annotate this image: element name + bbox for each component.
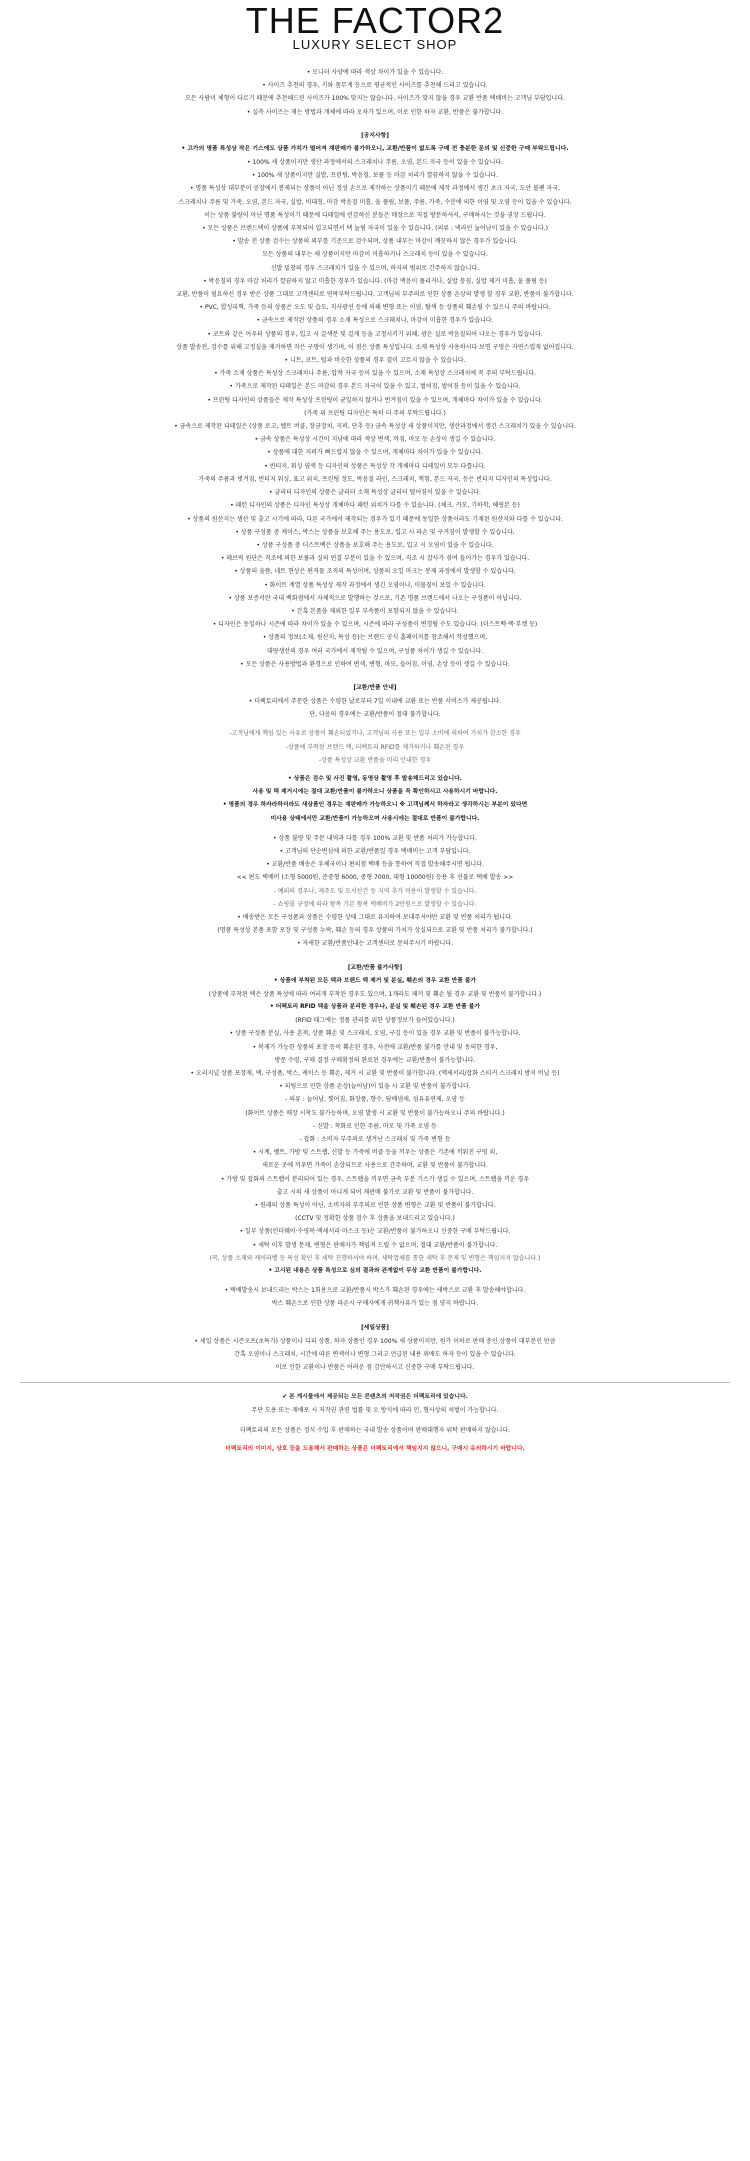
brand-logo: THE FACTOR2: [245, 0, 505, 41]
notice-line: 가죽의 주름과 벗겨짐, 빈티지 워싱, 표고 위치, 프린팅 정도, 박음질 라인, 스크래치, 찍힘, 본드 자국, 등은 빈티지 디자인의 특성입니다.: [198, 475, 552, 483]
shipping-line: • 고객님의 단순변심에 의한 교환/반품일 경우 택배비는 고객 부담입니다.: [279, 847, 471, 855]
notice-line: • 니트, 코트, 털과 비슷한 상품의 경우 결이 고르지 않을 수 있습니다.: [284, 357, 466, 365]
important-line: • 상품은 검수 및 사진 촬영, 동영상 촬영 후 발송해드리고 있습니다.: [288, 775, 462, 782]
shipping-line: << 편도 택배비 (소형 5000원, 준중형 6000, 중형 7000, 대형 10000원) 등용 후 선불로 택배 발송 >>: [236, 874, 514, 882]
notice-line: • 상품의 원산지는 생산 및 출고 시기에 따라, 다른 국가에서 제작되는 경우가 있기 때문에 동일한 상품이라도 기재된 원산지와 다를 수 있습니다.: [187, 515, 563, 523]
sale-line: • 세일 상품은 시즌오프(초특가) 상품이나 디피 상품, 하자 상품인 경우 100% 새 상품이지만, 원가 이하로 판매 중인 상품이 대부분인 만큼: [194, 1337, 556, 1345]
divider: [20, 1382, 730, 1383]
exchange-lines: [0, 695, 750, 721]
notice-line: • 상품 보증서란 국내 백화점에서 자체적으로 발행하는 것으로, 기존 명품 브랜드에서 나오는 구성품이 아닙니다.: [228, 594, 522, 602]
notice-line: • 금속 상품은 특성상 시간이 지남에 따라 색상 변색, 까짐, 마모 등 손상이 생길 수 있습니다.: [254, 436, 496, 444]
notice-lines: [0, 156, 750, 671]
exception-line: -고객님에게 책임 있는 사유로 상품이 훼손되었거나, 고객님의 사용 또는 일부 소비에 의하여 가치가 감소한 경우: [229, 730, 521, 738]
notice-line: • 박음질의 경우 마감 처리가 깔끔하지 않고 미흡한 경우가 있습니다. (마감 맥음이 풀리거나, 실밥 뭉침, 실밥 제거 미흡, 올 풀림 등): [203, 277, 547, 285]
intro-line: • 실측 사이즈는 재는 방법과 개체에 따라 오차가 있으며, 이로 인한 하자 교환, 반품은 불가합니다.: [246, 108, 504, 116]
sale-section: [0, 1321, 750, 1375]
intro-line: • 사이즈 추천의 경우, 키와 몸무게 등으로 평균적인 사이즈를 추천해 드리고 있습니다.: [262, 82, 488, 90]
notice-line: • 가죽 소재 상품은 특성상 스크래치나 주름, 압착 자국 등이 있을 수 있으며, 소재 특성상 스크래치에 꼭 주의 부탁드립니다.: [214, 370, 536, 378]
notice-line: • 모든 상품은 브랜드택이 상품에 부착되어 입고되면서 택 눌림 자국이 있을 수 있습니다. (의류 : 넥라인 눌어남이 있을 수 있습니다.): [202, 225, 548, 233]
box-notice-line: 박스 훼손으로 인한 상품 파손시 구매자에게 귀책사유가 있는 점 양지 바랍니다.: [271, 1300, 479, 1308]
shipping-note: - 예외의 경우나, 제주도 및 도서산간 등 지역 추가 비용이 발생할 수 있습니다.: [273, 887, 477, 895]
condition-line: • 자세한 교환/반품안내는 고객센터로 문의주시기 바랍니다.: [296, 940, 454, 948]
exchange-shipping: [0, 832, 750, 885]
notice-line: • 상품 구성품 중 케이스, 박스는 상품을 보호해 주는 용도로, 입고 시 파손 및 구겨짐이 발생할 수 있습니다.: [235, 528, 515, 536]
exchange-title: [교환/반품 안내]: [353, 684, 397, 691]
restriction-line: 새로운 곳에 끼우면 가죽이 손상되므로 사용으로 간주하며, 교환 및 반품이 불가합니다.: [262, 1162, 488, 1170]
important-line: • 명품의 경우 하자라하더라도 새상품인 경우는 재판매가 가능하오니 ※ 고객님께서 하자라고 생각하시는 부분이 있다면: [222, 802, 528, 809]
notice-line: • 패턴 디자인의 상품은 디자인 특성상 개체마다 패턴 위치가 다를 수 있습니다. (체크, 카모, 기하학, 헤링본 등): [230, 502, 520, 510]
notice-line: 대량생산의 경우 여러 국가에서 제작될 수 있으며, 구성품 차이가 생길 수 있습니다.: [266, 647, 484, 655]
restriction-line: • 시계, 벨트, 가방 및 스트랩, 신발 등 가죽에 버클 등을 끼우는 상품은 기존에 끼워진 구멍 외,: [252, 1149, 498, 1157]
notice-line: • 금속으로 제작된 상품의 경우 소재 특성으로 스크래치나, 마감이 미흡한 경우가 있습니다.: [256, 317, 494, 325]
copyright-section: [0, 1391, 750, 1456]
condition-line: (명품 특성상 본품 포함 포장 및 구성품 누락, 훼손 등의 경우 상품의 가치가 상실되므로 교환 및 반품 처리가 불가합니다.): [217, 927, 533, 935]
notice-line: (가죽 위 프린팅 디자인은 특히 더 주의 부탁드립니다.): [304, 409, 446, 417]
notice-line: 상품 발송전, 검수를 위해 고정실을 제거하면 작은 구멍이 생기며, 이 점은 상품 특성입니다. 소재 특성상 사용하시다 보면 구멍은 자연스럽게 없어집니다.: [176, 343, 574, 351]
notice-line: • 상품의 올뜸, 네트 현상은 편직물 조직의 특성이며, 상품의 오일 마크는 봉제 과정에서 발생할 수 있습니다.: [234, 568, 516, 576]
intro-section: [0, 66, 750, 119]
notice-line: 스크래치나 주름 및 가죽, 오염, 본드 자국, 실밥, 비대칭, 마감 박음질 미흡, 올 풀림, 보풀, 주름, 가죽, 수분에 의한 이염 및 오염 등이 있을 수 있습니다.: [178, 198, 572, 206]
notice-line: • 상품의 정보(소재, 원산지, 특성 등)는 브랜드 공식 홈페이지를 참조해서 작성했으며,: [262, 634, 488, 642]
condition-line: • 배송받은 모든 구성품과 상품은 수령한 상태 그대로 유지하여 보내주셔야만 교환 및 반품 처리가 됩니다.: [237, 913, 513, 921]
impersonation-warning: 더팩토리의 이미지, 상호 등을 도용해서 판매하는 상품은 더팩토리에서 책임지지 않으니, 구매시 유의하시기 바랍니다.: [225, 1445, 525, 1452]
restriction-line: • 상품 구성품 분실, 사용 흔적, 상품 훼손 및 스크래치, 오염, 구김 등이 있을 경우 교환 및 반품이 불가능합니다.: [229, 1030, 521, 1038]
notice-line: • 상품 구성품 중 더스트백은 상품을 보호해 주는 용도로, 입고 시 오염이 있을 수 있습니다.: [256, 541, 494, 549]
notice-line: • 화이트 계열 상품 특성상 제작 과정에서 생긴 오염이나, 이물질이 보일 수 있습니다.: [264, 581, 486, 589]
restriction-line: - 잡화 : 소비자 부주의로 생겨난 스크래치 및 가죽 변형 등: [299, 1136, 451, 1144]
notice-line: • 상품에 대한 지퍼가 뻐드럽지 않을 수 있으며, 개체마다 차이가 있을 수 있습니다.: [267, 449, 483, 457]
notice-line: • 디자인은 동일하나 시즌에 따라 차이가 있을 수 있으며, 시즌에 따라 구성품이 변경될 수도 있습니다. (더스트백·택·부켓 등): [212, 621, 538, 629]
restriction-line: (상품에 부착된 택은 상품 특성에 따라 여러개 부착된 경우도 있으며, 1개라도 제거 및 훼손 될 경우 교환 및 반품이 불가합니다.): [208, 990, 542, 998]
exchange-conditions: [0, 911, 750, 951]
exchange-important: [0, 773, 750, 826]
notice-line: • 100% 새 상품이지만 생산 과정에서의 스크래치나 주름, 오염, 본드 자국 등이 있을 수 있습니다.: [247, 159, 503, 167]
sale-lines: [0, 1335, 750, 1375]
important-line: 미사용 상태에서만 교환/반품이 가능하오며 사용시에는 절대로 반품이 불가합니다.: [270, 815, 480, 822]
notice-line: • 모든 상품은 사용방법과 환경으로 인하여 변색, 변형, 마모, 들어짐, 이염, 손상 등이 생길 수 있습니다.: [240, 660, 510, 668]
notice-title: [공지사항]: [361, 132, 389, 139]
notice-line: • 발송 전 상품 검수는 상품의 외부를 기준으로 검수되며, 상품 내부는 마감이 깨끗하지 않은 경우가 있습니다.: [232, 238, 518, 246]
notice-line: 교환, 반품이 필요하신 경우 받은 상품 그대로 고객센터로 연락부탁드립니다. 고객님의 부주의로 인한 상품 손상의 발생 할 경우 교환, 반품이 불가합니다.: [176, 291, 574, 299]
restriction-line: (CCTV 및 정확한 상품 검수 후 상품을 보내드리고 있습니다.): [295, 1215, 455, 1223]
notice-line: • 글리터 디자인의 상품은 글리터 소재 특성상 글리터 떨어짐이 있을 수 있습니다.: [269, 489, 481, 497]
notice-line: • PVC, 합성피혁, 가죽 등의 상품은 오도 및 습도, 직사광선 등에 의해 변형 또는 이염, 탈색 등 상품의 훼손될 수 있으니 주의 바랍니다.: [199, 304, 551, 312]
restriction-line: 출고 시의 새 상품이 아니게 되어 재판매 불가로 교환 및 반품이 불가합니다.: [276, 1188, 474, 1196]
exchange-exceptions: [0, 727, 750, 767]
notice-line: 이는 상품 불량이 아닌 명품 특성이기 때문에 디테일에 민감하신 분들은 매장으로 직접 방문하셔서, 구매하시는 것을 권장 드립니다.: [204, 211, 546, 219]
copyright-line: 무단 도용 또는 재배포 시 저작권 관련 법률 및 오 방식에 따라 민, 형사상의 처벌이 가능합니다.: [251, 1407, 499, 1415]
restriction-line: • 상품에 부착된 모든 택과 브랜드 택 제거 및 분실, 훼손의 경우 교환 반품 불가: [273, 977, 477, 984]
restriction-line: • 피팅으로 인한 상품 손상(늘어남)이 있을 시 교환 및 반품이 불가합니다.: [279, 1083, 471, 1091]
restriction-line: (꼭, 상품 소재와 케어라벨 등 특성 확인 후 세탁 진행하셔야 하며, 세탁업체를 통한 세탁 후 문제 및 변형은 책임지지 않습니다.): [209, 1254, 541, 1262]
notice-line: • 프린팅 디자인의 상품들은 제작 특성상 프린팅이 균일하지 않거나 번겨짐이 있을 수 있으며, 개체마다 차이가 있을 수 있습니다.: [207, 396, 543, 404]
restriction-line: • 세탁 이후 발생 문제, 변형은 판매자가 책임져 드릴 수 없으며, 절대 교환/반품이 불가합니다.: [252, 1241, 498, 1249]
notice-line: • 빈티지, 워싱 염색 등 디자인의 상품은 특성상 각 개체마다 디테일이 모두 다릅니다.: [264, 462, 486, 470]
restriction-line: - 신발 : 착화로 인한 주름, 마모 및 가죽 오염 등: [313, 1122, 437, 1130]
shipping-line: • 상품 불량 및 주문 내역과 다를 경우 100% 교환 및 반품 처리가 가능합니다.: [273, 834, 477, 842]
import-notice: 더팩토리의 모든 상품은 정식 수입 후 판매하는 국내 발송 상품이며 판매대행자 위탁 판매하지 않습니다.: [239, 1426, 511, 1434]
important-line: 사용 및 택 제거시에는 절대 교환/반품이 불가하오니 상품을 꼭 확인하시고 사용하시기 바랍니다.: [252, 789, 498, 796]
box-notice-line: • 택배발송시 보내드리는 박스는 1회용으로 교환/반품시 박스가 훼손된 경우에는 새박스로 교환 후 발송해야합니다.: [224, 1287, 526, 1295]
exception-line: -상품에 부착된 브랜드 택, 더팩토리 RFID를 제거하거나 훼손된 경우: [285, 743, 465, 751]
exchange-section: [0, 681, 750, 951]
notice-section: [0, 129, 750, 671]
impossible-rows: [0, 975, 750, 1279]
restriction-line: • 가방 및 잡화의 스트랩이 분리되어 있는 경우, 스트랩을 끼우면 금속 부분 기스가 생길 수 있으며, 스트랩을 끼운 경우: [220, 1175, 530, 1183]
notice-lead: • 고가의 명품 특성상 작은 기스에도 상품 가치가 떨어져 재판매가 불가하오니, 교환/반품이 없도록 구매 전 충분한 문의 및 신중한 구매 부탁드립니다.: [181, 145, 569, 152]
copyright-lead: ✔ 본 게시물에서 제공되는 모든 콘텐츠의 저작권은 더팩토리에 있습니다.: [282, 1394, 468, 1401]
notice-line: • 간혹 본품을 제외한 일부 부속품이 포함되지 않을 수 있습니다.: [291, 607, 459, 615]
sale-line: 이로 인한 교환이나 반품은 어려운 점 감안하시고 신중한 구매 부탁드립니다.: [275, 1364, 475, 1372]
notice-line: 신발 밑창의 경우 스크래치가 있을 수 있으며, 하자의 범위로 간주하지 않습니다.: [270, 264, 480, 272]
restriction-line: • 고시된 내용은 상품 특성으로 심의 결과와 관계없이 무상 교환 반품이 불가합니다.: [268, 1268, 482, 1275]
intro-line: 모든 사람이 체형이 다르기 때문에 추천해드린 사이즈가 100% 맞지는 않습니다. 사이즈가 맞지 않을 경우 교환 반품 택배비는 고객님 부담입니다.: [185, 95, 565, 103]
sale-title: [세일상품]: [361, 1324, 389, 1331]
restriction-line: (화이트 상품은 매장 시착도 불가능하며, 오염 발생 시 교환 및 반품이 불가능하오니 주의 바랍니다.): [245, 1109, 505, 1117]
notice-line: • 명품 특성상 대부분이 공장에서 봉제되는 상품이 아닌 정성 손으로 제작하는 상품이기 때문에 제작 과정에서 생긴 초크 자국, 도안 볼펜 자국,: [189, 185, 561, 193]
notice-line: 모든 상품의 내부는 새 상품이지만 마감이 미흡하거나 스크래치 등이 있을 수 있습니다.: [262, 251, 488, 259]
exception-line: -상품 특성상 교환 반품을 미리 안내한 경우: [318, 756, 432, 764]
impossible-title: [교환/반품 불가사항]: [347, 964, 403, 971]
shipping-note: - 쇼핑몰 규정에 따라 왕복 기본 왕복 택배비가 2만원으로 발생할 수 있습니다.: [273, 900, 477, 908]
brand-header: [0, 0, 750, 56]
restriction-line: • 오리지널 상품 포장재, 택, 구성품, 박스, 케이스 등 훼손, 제거 시 교환 및 반품이 불가합니다. (액세서리/잡화 스티커 스크래치 방지 비닐 등): [190, 1070, 560, 1078]
impossible-section: [0, 961, 750, 1311]
sale-line: 간혹 오염이나 스크래치, 시간에 따른 변색이나 변형 그리고 언급된 내용 외에도 하자 등이 있을 수 있습니다.: [234, 1350, 516, 1358]
restriction-line: • 일부 상품(언더웨어·수영복·액세서리·마스크 등)은 교환/반품이 불가하오니 신중한 구매 부탁드립니다.: [239, 1228, 511, 1236]
exchange-shipping-notes: [0, 885, 750, 911]
notice-line: • 페브릭 원단은 직조에 의한 보풀과 실의 연결 부분이 있을 수 있으며, 직조 시 잡사가 섞여 들어가는 경우가 있습니다.: [220, 555, 530, 563]
restriction-line: • 원래의 상품 특성이 아닌, 소비자의 부주의로 인한 상품 변형은 교환 및 반품이 불가합니다.: [254, 1202, 496, 1210]
restriction-line: 방문 수령, 구매 결정 구매확정의 완료된 경우에는 교환/반품이 불가능합니다.: [274, 1056, 476, 1064]
brand-tagline: LUXURY SELECT SHOP: [292, 37, 458, 52]
notice-line: • 100% 새 상품이지만 실밥, 프린팅, 박음질, 보풀 등 마감 처리가 깔끔하지 않을 수 있습니다.: [251, 172, 499, 180]
notice-line: • 금속으로 제작된 디테일은 (상품 로고, 벨트 버클, 장금장치, 지퍼, 단추 등) 금속 특성상 새 상품이지만, 생산과정에서 생긴 스크래치가 있을 수 있습니다.: [174, 423, 576, 431]
restriction-line: • 복제가 가능한 상품의 포장 등이 훼손된 경우, 사전에 교환/반품 불가를 안내 및 동의한 경우,: [252, 1043, 498, 1051]
intro-line: • 모니터 사양에 따라 색상 차이가 있을 수 있습니다.: [306, 69, 444, 76]
shipping-line: • 교환/반품 배송은 우체국이나 편의점 택배 등을 통하여 직접 발송해주시면 됩니다.: [266, 861, 484, 869]
exchange-line: 단, 다음의 경우에는 교환/반품이 절대 불가합니다.: [309, 711, 441, 719]
restriction-line: • 더팩토리 RFID 택을 상품과 분리한 경우나, 분실 및 훼손된 경우 교환 반품 불가: [270, 1004, 480, 1010]
notice-line: • 코트와 같은 아우터 상품의 경우, 입고 시 갈색분 및 걸게 등을 고정시키기 위해, 광은 실로 박음질되어 나오는 경우가 있습니다.: [207, 330, 543, 338]
notice-line: • 가죽으로 제작된 디테일은 본드 마감의 경우 본드 자국이 있을 수 있고, 벌어짐, 벌어짐 등이 있을 수 있습니다.: [229, 383, 521, 391]
restriction-line: (RFID 태그에는 정품 관리를 위한 상품정보가 들어있습니다.): [295, 1017, 455, 1025]
box-notice: [0, 1284, 750, 1310]
restriction-line: - 의류 : 늘어남, 찢어짐, 화장품, 향수, 담배냄새, 섬유유연제, 오염 등: [285, 1096, 465, 1104]
exchange-line: • 더팩토리에서 주문한 상품은 수령한 날로부터 7일 이내에 교환 또는 반품 서비스가 제공됩니다.: [248, 697, 502, 705]
